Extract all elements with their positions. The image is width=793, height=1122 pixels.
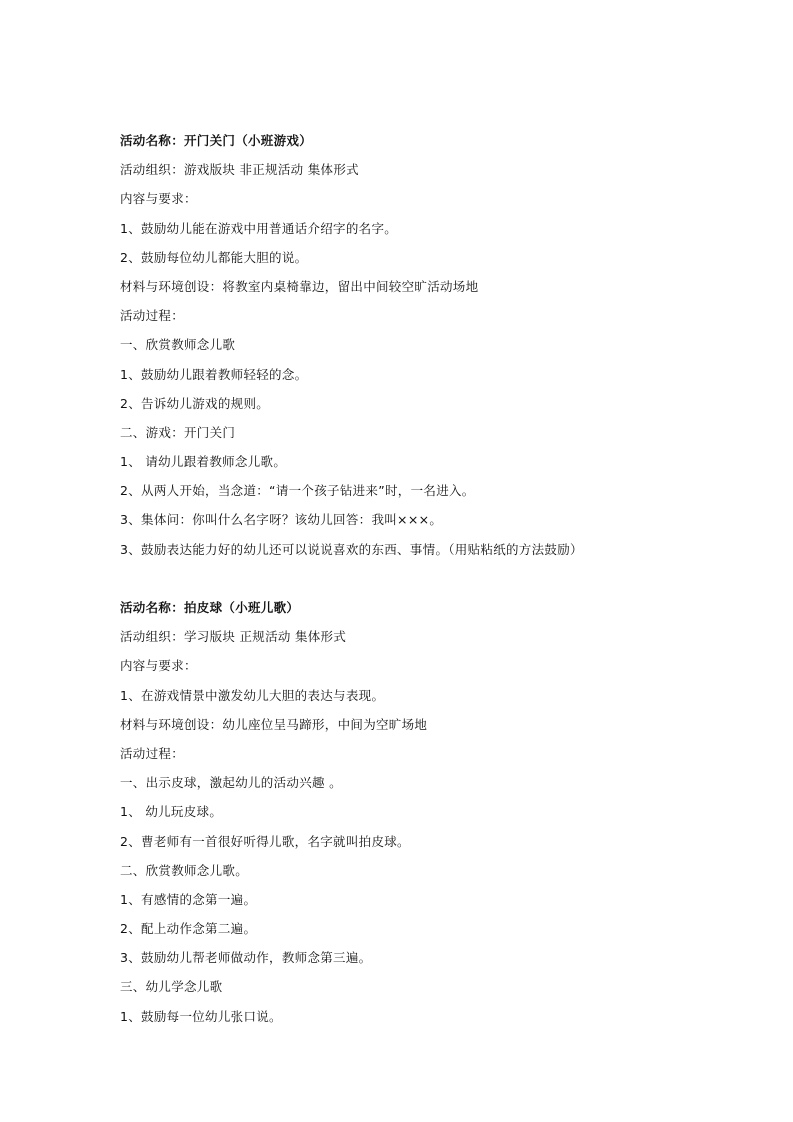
text-line: 内容与要求： <box>120 658 197 674</box>
text-line: 2、曹老师有一首很好听得儿歌，名字就叫拍皮球。 <box>120 833 410 849</box>
text-line: 2、从两人开始，当念道：“请一个孩子钻进来”时，一名进入。 <box>120 483 475 499</box>
text-line: 1、鼓励幼儿跟着教师轻轻的念。 <box>120 366 308 382</box>
text-line: 材料与环境创设：幼儿座位呈马蹄形，中间为空旷场地 <box>120 716 428 732</box>
text-line: 材料与环境创设：将教室内桌椅靠边，留出中间较空旷活动场地 <box>120 278 479 294</box>
text-line: 一、欣赏教师念儿歌 <box>120 337 236 353</box>
text-line: 2、告诉幼儿游戏的规则。 <box>120 395 270 411</box>
text-line: 1、鼓励幼儿能在游戏中用普通话介绍字的名字。 <box>120 220 398 236</box>
text-line: 3、鼓励表达能力好的幼儿还可以说说喜欢的东西、事情。（用贴粘纸的方法鼓励） <box>120 541 583 557</box>
text-line: 1、鼓励每一位幼儿张口说。 <box>120 1008 282 1024</box>
text-line: 二、游戏：开门关门 <box>120 424 236 440</box>
text-line: 3、鼓励幼儿帮老师做动作，教师念第三遍。 <box>120 950 372 966</box>
activity-title-1: 活动名称：开门关门（小班游戏） <box>120 133 313 148</box>
text-line: 1、 幼儿玩皮球。 <box>120 804 223 820</box>
activity-title-2: 活动名称：拍皮球（小班儿歌） <box>120 600 300 615</box>
text-line: 2、配上动作念第二遍。 <box>120 921 257 937</box>
section-spacer <box>120 564 720 593</box>
document-page <box>120 126 720 1031</box>
text-line: 三、幼儿学念儿歌 <box>120 979 223 995</box>
text-line: 活动过程： <box>120 308 185 324</box>
text-line: 活动过程： <box>120 745 185 761</box>
text-line: 活动组织：学习版块 正规活动 集体形式 <box>120 629 347 645</box>
text-line: 二、欣赏教师念儿歌。 <box>120 862 249 878</box>
text-line: 3、集体问：你叫什么名字呀？该幼儿回答：我叫×××。 <box>120 512 443 528</box>
text-line: 内容与要求： <box>120 191 197 207</box>
text-line: 1、 请幼儿跟着教师念儿歌。 <box>120 454 287 470</box>
text-line: 2、鼓励每位幼儿都能大胆的说。 <box>120 249 308 265</box>
text-line: 一、出示皮球，激起幼儿的活动兴趣 。 <box>120 775 342 791</box>
text-line: 1、在游戏情景中激发幼儿大胆的表达与表现。 <box>120 687 385 703</box>
text-line: 1、有感情的念第一遍。 <box>120 891 257 907</box>
text-line: 活动组织：游戏版块 非正规活动 集体形式 <box>120 162 359 178</box>
